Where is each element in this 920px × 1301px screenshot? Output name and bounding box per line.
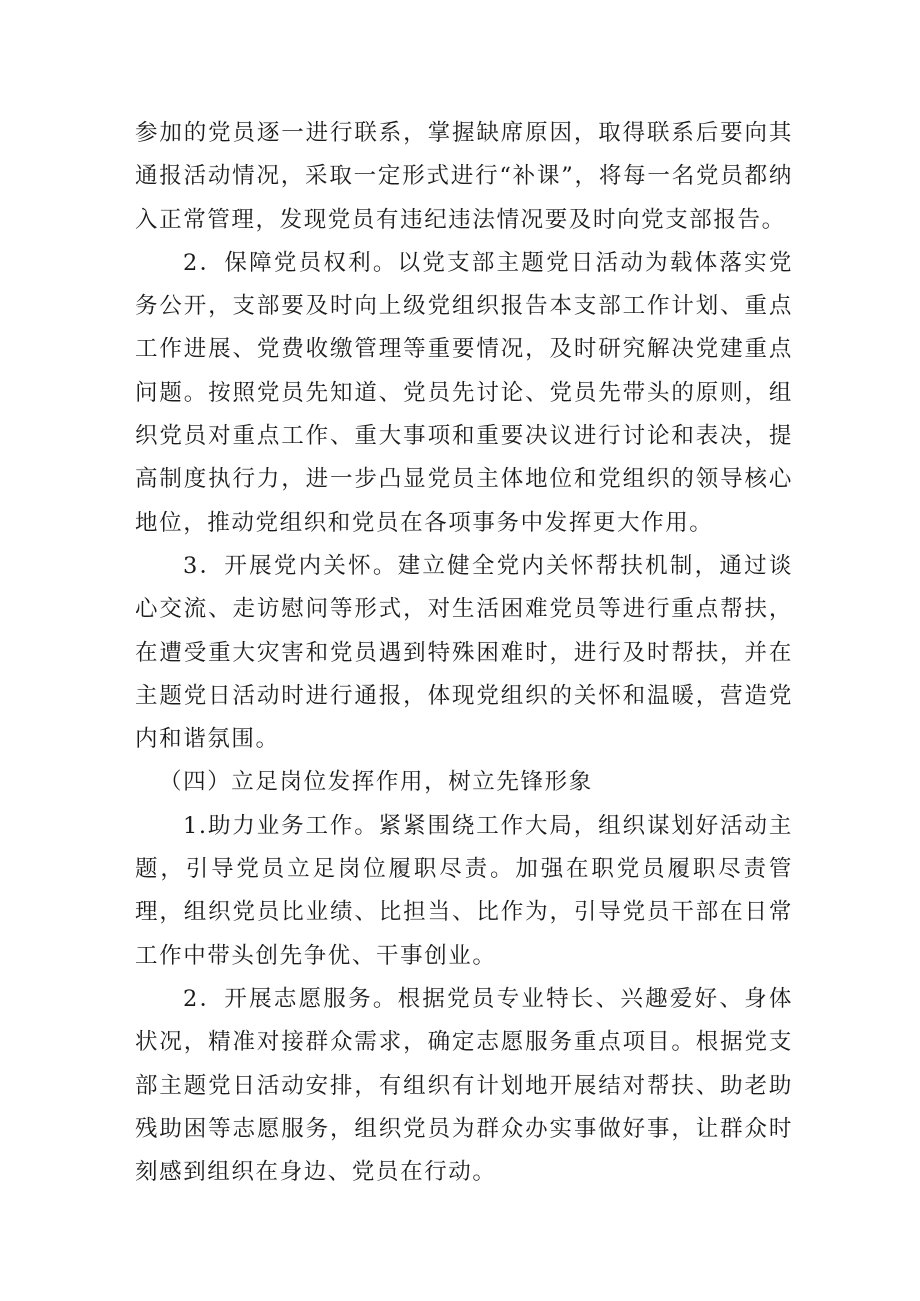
section-heading-four: （四）立足岗位发挥作用，树立先锋形象: [159, 769, 593, 796]
paragraph-business-work: 1.助力业务工作。紧紧围绕工作大局，组织谋划好活动主题，引导党员立足岗位履职尽责。加强在职党员履职尽责管理，组织党员比业绩、比担当、比作为，引导党员干部在日常工作中带头创先争优、干事创业。: [135, 812, 793, 969]
paragraph-guarantee-rights: 2．保障党员权利。以党支部主题党日活动为载体落实党务公开，支部要及时向上级党组织报告本支部工作计划、重点工作进展、党费收缴管理等重要情况，及时研究解决党建重点问题。按照党员先知道、党员先讨论、党员先带头的原则，组织党员对重点工作、重大事项和重要决议进行讨论和表决，提高制度执行力，进一步凸显党员主体地位和党组织的领导核心地位，推动党组织和党员在各项事务中发挥更大作用。: [135, 249, 793, 536]
paragraph-member-contact: 参加的党员逐一进行联系，掌握缺席原因，取得联系后要向其通报活动情况，采取一定形式进行“补课”，将每一名党员都纳入正常管理，发现党员有违纪违法情况要及时向党支部报告。: [135, 120, 793, 233]
document-body: [135, 112, 793, 1194]
paragraph-party-care: 3．开展党内关怀。建立健全党内关怀帮扶机制，通过谈心交流、走访慰问等形式，对生活困难党员等进行重点帮扶，在遭受重大灾害和党员遇到特殊困难时，进行及时帮扶，并在主题党日活动时进行通报，体现党组织的关怀和温暖，营造党内和谐氛围。: [135, 552, 793, 753]
paragraph-volunteer-service: 2．开展志愿服务。根据党员专业特长、兴趣爱好、身体状况，精准对接群众需求，确定志愿服务重点项目。根据党支部主题党日活动安排，有组织有计划地开展结对帮扶、助老助残助困等志愿服务，组织党员为群众办实事做好事，让群众时刻感到组织在身边、党员在行动。: [135, 985, 793, 1186]
